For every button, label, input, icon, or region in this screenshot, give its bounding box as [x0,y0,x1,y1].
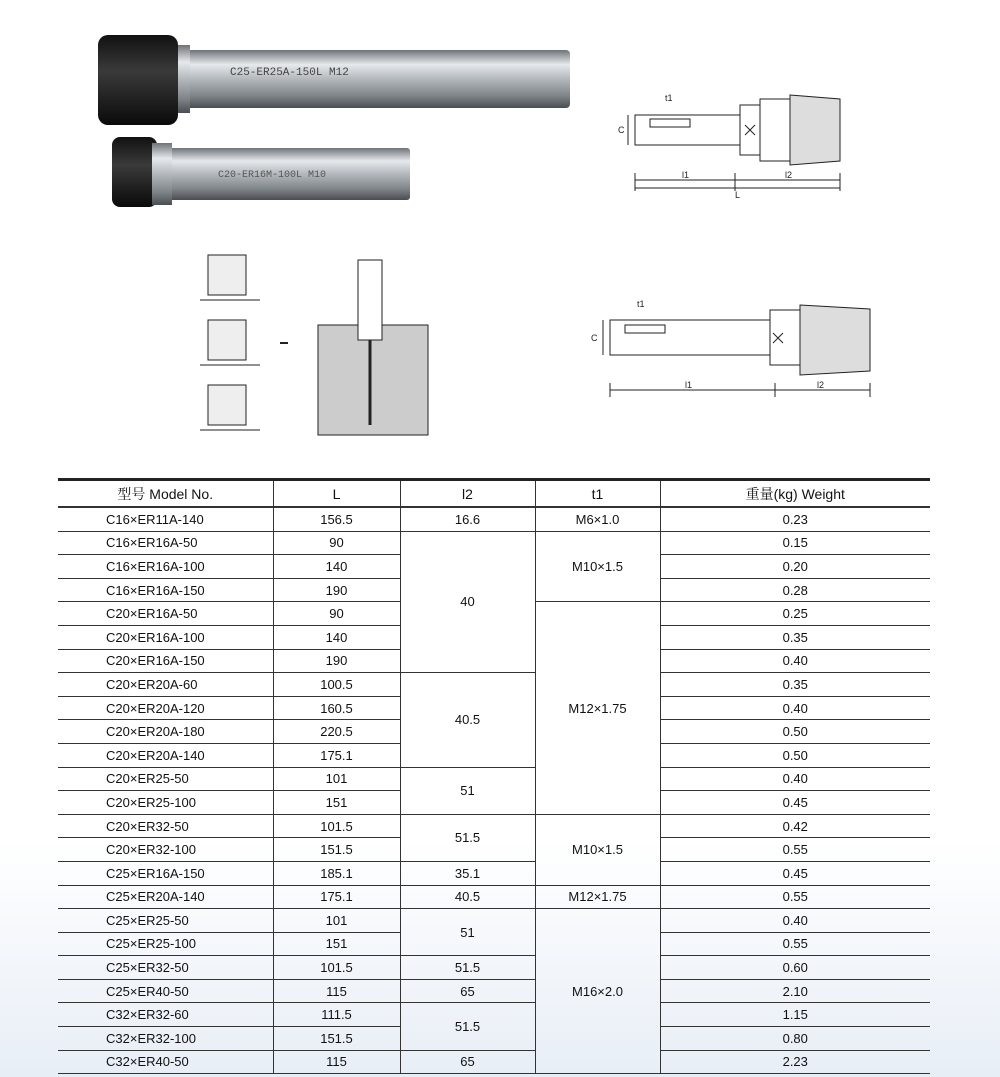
table-header-row [58,480,930,508]
cell-L: 101.5 [273,814,400,838]
cell-model: C20×ER20A-180 [58,720,273,744]
cell-model: C20×ER20A-140 [58,743,273,767]
cell-weight: 0.60 [660,956,930,980]
cell-model: C20×ER20A-120 [58,696,273,720]
cell-L: 175.1 [273,743,400,767]
cell-L: 160.5 [273,696,400,720]
label-l1: l1 [685,380,693,390]
cell-l2: 35.1 [400,861,535,885]
cell-L: 151 [273,932,400,956]
cell-model: C20×ER16A-150 [58,649,273,673]
usage-illustration [190,245,430,440]
cell-t1: M12×1.75 [535,602,660,814]
cell-weight: 0.45 [660,791,930,815]
cell-model: C20×ER25-100 [58,791,273,815]
cell-weight: 0.80 [660,1027,930,1051]
technical-drawing-bottom [585,295,885,410]
cell-weight: 0.28 [660,578,930,602]
cell-weight: 0.15 [660,531,930,555]
cell-t1: M10×1.5 [535,531,660,602]
cell-model: C16×ER16A-50 [58,531,273,555]
cell-l2: 51.5 [400,814,535,861]
cell-model: C25×ER25-50 [58,909,273,933]
label-l1: l1 [682,170,690,180]
cell-model: C16×ER16A-100 [58,555,273,579]
cell-weight: 0.55 [660,932,930,956]
cell-weight: 0.42 [660,814,930,838]
cell-L: 175.1 [273,885,400,909]
table-row [58,1050,930,1074]
header-weight: 重量(kg) Weight [660,480,930,508]
cell-L: 151.5 [273,1027,400,1051]
cell-model: C20×ER32-50 [58,814,273,838]
cell-L: 140 [273,625,400,649]
cell-l2: 40.5 [400,673,535,767]
cell-L: 220.5 [273,720,400,744]
table-row [58,673,930,697]
cell-weight: 0.50 [660,720,930,744]
cell-L: 90 [273,531,400,555]
label-l2: l2 [817,380,825,390]
label-t1: t1 [637,299,645,309]
cell-L: 101 [273,767,400,791]
cell-model: C16×ER11A-140 [58,507,273,531]
cell-weight: 0.35 [660,625,930,649]
cell-weight: 0.23 [660,507,930,531]
table-row [58,814,930,838]
cell-model: C25×ER40-50 [58,979,273,1003]
cell-weight: 0.40 [660,696,930,720]
label-l2: l2 [785,170,793,180]
table-row [58,861,930,885]
cell-L: 151 [273,791,400,815]
cell-L: 156.5 [273,507,400,531]
cell-t1: M12×1.75 [535,885,660,909]
cell-weight: 2.23 [660,1050,930,1074]
cell-model: C32×ER32-60 [58,1003,273,1027]
cell-model: C25×ER16A-150 [58,861,273,885]
spec-table [58,478,930,1074]
table-row [58,909,930,933]
cell-t1: M16×2.0 [535,909,660,1074]
cell-model: C25×ER25-100 [58,932,273,956]
cell-model: C20×ER16A-100 [58,625,273,649]
cell-weight: 0.20 [660,555,930,579]
cell-model: C16×ER16A-150 [58,578,273,602]
cell-model: C20×ER32-100 [58,838,273,862]
table-row [58,1003,930,1027]
cell-L: 140 [273,555,400,579]
cell-L: 151.5 [273,838,400,862]
cell-weight: 2.10 [660,979,930,1003]
table-row [58,956,930,980]
cell-weight: 0.55 [660,885,930,909]
cell-L: 190 [273,649,400,673]
label-c: C [618,125,625,135]
cell-l2: 65 [400,1050,535,1074]
cell-weight: 0.25 [660,602,930,626]
cell-weight: 1.15 [660,1003,930,1027]
cell-l2: 40 [400,531,535,673]
cell-weight: 0.35 [660,673,930,697]
cell-L: 115 [273,1050,400,1074]
cell-L: 115 [273,979,400,1003]
cell-L: 111.5 [273,1003,400,1027]
cell-L: 90 [273,602,400,626]
technical-drawing-top [610,85,870,205]
engraving-long: C25-ER25A-150L M12 [230,67,349,79]
cell-weight: 0.55 [660,838,930,862]
cell-model: C32×ER40-50 [58,1050,273,1074]
label-t1: t1 [665,93,673,103]
cell-L: 185.1 [273,861,400,885]
cell-model: C32×ER32-100 [58,1027,273,1051]
cell-l2: 51.5 [400,956,535,980]
cell-weight: 0.50 [660,743,930,767]
cell-model: C25×ER20A-140 [58,885,273,909]
table-row [58,531,930,555]
label-c: C [591,333,598,343]
cell-L: 101.5 [273,956,400,980]
cell-L: 190 [273,578,400,602]
engraving-short: C20-ER16M-100L M10 [218,170,327,181]
table-row [58,767,930,791]
cell-l2: 65 [400,979,535,1003]
table-row [58,885,930,909]
cell-L: 100.5 [273,673,400,697]
cell-weight: 0.45 [660,861,930,885]
cell-l2: 51 [400,909,535,956]
cell-weight: 0.40 [660,767,930,791]
cell-model: C20×ER16A-50 [58,602,273,626]
cell-t1: M10×1.5 [535,814,660,885]
header-l2: l2 [400,480,535,508]
header-L: L [273,480,400,508]
cell-weight: 0.40 [660,649,930,673]
cell-l2: 51.5 [400,1003,535,1050]
cell-model: C20×ER25-50 [58,767,273,791]
cell-t1: M6×1.0 [535,507,660,531]
cell-weight: 0.40 [660,909,930,933]
cell-model: C20×ER20A-60 [58,673,273,697]
header-model: 型号 Model No. [58,480,273,508]
cell-l2: 40.5 [400,885,535,909]
cell-l2: 51 [400,767,535,814]
cell-L: 101 [273,909,400,933]
cell-model: C25×ER32-50 [58,956,273,980]
table-row [58,979,930,1003]
product-photo [90,25,580,215]
cell-l2: 16.6 [400,507,535,531]
label-L: L [735,190,741,200]
table-row [58,507,930,531]
header-t1: t1 [535,480,660,508]
